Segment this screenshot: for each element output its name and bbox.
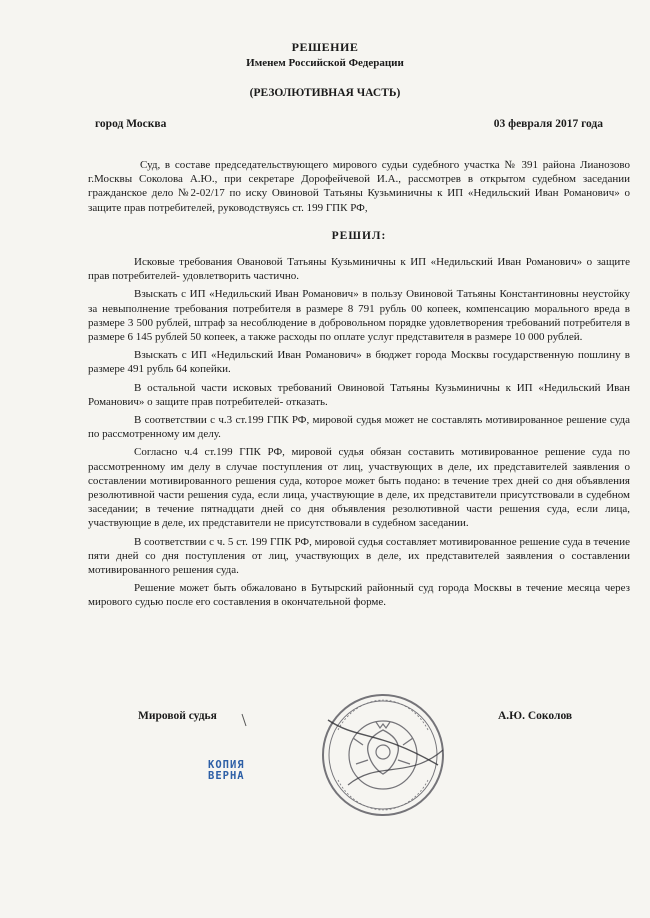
stamp-line-2: ВЕРНА: [208, 770, 245, 782]
intro-paragraph: Суд, в составе председательствующего мирового судьи судебного участка № 391 района Лианозово г.Москвы Соколова А.Ю., при секретаре Дорофейчевой И.А., рассмотрев в открытом судебном заседании гражданское дело №2-02/17 по иску Овиновой Татьяны Кузьминичны к ИП «Недильский Иван Романович» о защите прав потребителей, руководствуясь ст. 199 ГПК РФ,: [88, 159, 630, 214]
paragraph-remaining-denied: В остальной части исковых требований Овиновой Татьяны Кузьминичны к ИП «Недильский Иван Романович» о защите прав потребителей- отказать.: [88, 381, 630, 408]
paragraph-appeal: Решение может быть обжаловано в Бутырский районный суд города Москвы в течение месяца через мирового судью после его составления в окончательной форме.: [88, 582, 630, 609]
paragraph-art199-part4: Согласно ч.4 ст.199 ГПК РФ, мировой судья обязан составить мотивированное решение суда по рассмотренному им делу в случае поступления от лиц, участвующих в деле, их представителей заявления о составлении мотивированного решения суда, которое может быть подано: в течение трех дней со дня объявления резолютивной части решения суда, если лица, участвующие в деле, их представители присутствовали в судебном заседании; в течение пятнадцати дней со дня объявления резолютивной части решения суда, если лица, участвующие в деле, их представители не присутствовали в судебном заседании.: [88, 446, 630, 530]
document-title: РЕШЕНИЕ: [291, 40, 359, 54]
judge-name: А.Ю. Соколов: [498, 710, 573, 722]
court-seal-icon: [318, 690, 448, 820]
judge-role: Мировой судья: [138, 710, 217, 722]
city: город Москва: [95, 118, 167, 130]
paragraph-art199-part5: В соответствии с ч. 5 ст. 199 ГПК РФ, мировой судья составляет мотивированное решение суда в течение пяти дней со дня поступления от лиц, участвующих в деле, их представителей заявления о составлении мотивированного решения суда.: [88, 535, 630, 577]
paragraph-art199-part3: В соответствии с ч.3 ст.199 ГПК РФ, мировой судья может не составлять мотивированное решение суда по рассмотренному им делу.: [88, 414, 630, 441]
stamp-line-1: КОПИЯ: [208, 759, 245, 771]
decision-date: 03 февраля 2017 года: [493, 118, 603, 130]
document-subtitle: Именем Российской Федерации: [246, 57, 404, 69]
decided-heading: РЕШИЛ:: [331, 229, 387, 242]
paragraph-state-duty: Взыскать с ИП «Недильский Иван Романович» в бюджет города Москвы государственную пошлину в размере 491 рубль 64 копейки.: [88, 349, 630, 376]
document-part-label: (РЕЗОЛЮТИВНАЯ ЧАСТЬ): [249, 87, 401, 99]
copy-certified-stamp: [208, 760, 245, 782]
signature-mark-icon: [240, 712, 260, 728]
document-body: [88, 158, 630, 614]
paragraph-recover-amounts: Взыскать с ИП «Недильский Иван Романович» в пользу Овиновой Татьяны Константиновны неустойку за невыполнение требования потребителя в размере 8 791 рубль 00 копеек, компенсацию морального вреда в размере 3 500 рублей, штраф за несоблюдение в добровольном порядке удовлетворения требований потребителя в размере 6 145 рублей 50 копеек, а также расходы по оплате услуг представителя в размере 10 000 рублей.: [88, 288, 630, 344]
document-header: [0, 40, 650, 99]
paragraph-claims-partially-satisfied: Исковые требования Овановой Татьяны Кузьминичны к ИП «Недильский Иван Романович» о защите прав потребителей- удовлетворить частично.: [88, 256, 630, 283]
